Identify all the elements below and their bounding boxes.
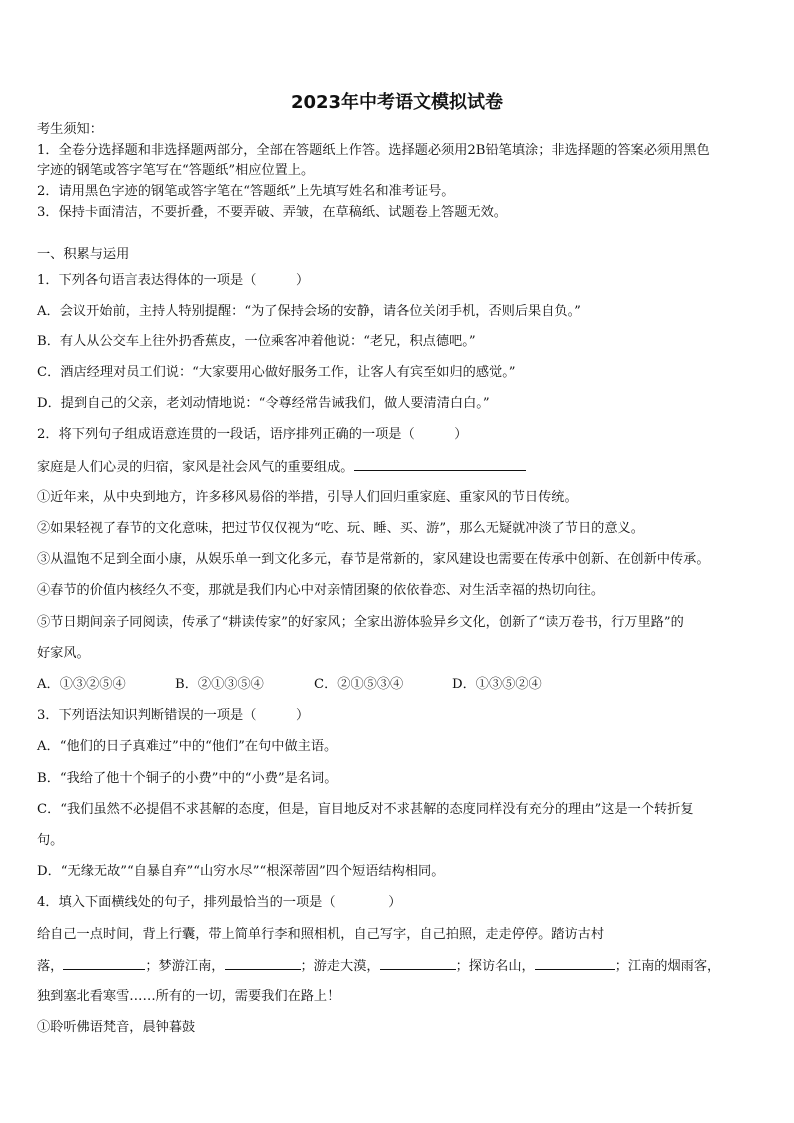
q2-sentence-4: ④春节的价值内核经久不变，那就是我们内心中对亲情团聚的依依眷恋、对生活幸福的热切向往。 <box>37 583 605 598</box>
q2-lead-text: 家庭是人们心灵的归宿，家风是社会风气的重要组成。 <box>37 460 354 475</box>
q4-fragment: 落， <box>37 959 64 974</box>
q2-option-c: C．②①⑤③④ <box>314 677 404 692</box>
q3-option-b: B．“我给了他十个铜子的小费”中的“小费”是名词。 <box>37 771 338 786</box>
q3-option-c-cont: 句。 <box>37 833 64 848</box>
q2-sentence-2: ②如果轻视了春节的文化意味，把过节仅仅视为“吃、玩、睡、买、游”，那么无疑就冲淡了节日的意义。 <box>37 521 644 536</box>
notice-item-1-cont: 字迹的钢笔或答字笔写在“答题纸”相应位置上。 <box>37 163 315 178</box>
q4-fragment: ；梦游江南， <box>145 959 225 974</box>
answer-blank <box>63 957 145 970</box>
answer-blank <box>354 458 526 471</box>
q1-stem: 1．下列各句语言表达得体的一项是（ ） <box>37 273 310 288</box>
q3-stem: 3．下列语法知识判断错误的一项是（ ） <box>37 708 310 723</box>
q4-sub-sentence-1: ①聆听佛语梵音，晨钟暮鼓 <box>37 1020 196 1035</box>
q2-sentence-5-cont: 好家风。 <box>37 646 90 661</box>
q4-fragment: ；游走大漠， <box>300 959 380 974</box>
q3-option-d: D．“无缘无故”“自暴自弃”“山穷水尽”“根深蒂固”四个短语结构相同。 <box>37 864 445 879</box>
q4-fragment: ；探访名山， <box>455 959 535 974</box>
q2-sentence-1: ①近年来，从中央到地方，许多移风易俗的举措，引导人们回归重家庭、重家风的节日传统。 <box>37 490 578 505</box>
q4-passage-line-3: 独到塞北看寒雪……所有的一切，需要我们在路上！ <box>37 989 341 1004</box>
notice-item-3: 3．保持卡面清洁，不要折叠，不要弄破、弄皱，在草稿纸、试题卷上答题无效。 <box>37 205 507 220</box>
q1-option-d: D．提到自己的父亲，老刘动情地说：“令尊经常告诫我们，做人要清清白白。” <box>37 396 490 411</box>
page-title: 2023年中考语文模拟试卷 <box>290 92 504 113</box>
q2-option-d: D．①③⑤②④ <box>452 677 542 692</box>
q2-lead <box>37 458 756 477</box>
notice-item-1: 1．全卷分选择题和非选择题两部分，全部在答题纸上作答。选择题必须用2B铅笔填涂；非选择题的答案必须用黑色 <box>37 143 710 158</box>
q2-sentence-5: ⑤节日期间亲子同阅读，传承了“耕读传家”的好家风；全家出游体验异乡文化，创新了“读万卷书，行万里路”的 <box>37 615 684 630</box>
q4-fragment: ；江南的烟雨客， <box>614 959 721 974</box>
q2-stem: 2．将下列句子组成语意连贯的一段话，语序排列正确的一项是（ ） <box>37 427 468 442</box>
q2-option-a: A．①③②⑤④ <box>37 677 126 692</box>
q4-stem: 4．填入下面横线处的句子，排列最恰当的一项是（ ） <box>37 895 402 910</box>
answer-blank <box>225 957 301 970</box>
q1-option-b: B．有人从公交车上往外扔香蕉皮，一位乘客冲着他说：“老兄，积点德吧。” <box>37 334 476 349</box>
answer-blank <box>535 957 615 970</box>
q2-sentence-3: ③从温饱不足到全面小康，从娱乐单一到文化多元，春节是常新的，家风建设也需要在传承中创新、在创新中传承。 <box>37 552 710 567</box>
q4-passage-line-1: 给自己一点时间，背上行囊，带上简单行李和照相机，自己写字，自己拍照，走走停停。踏访古村 <box>37 927 605 942</box>
q3-option-c: C．“我们虽然不必提倡不求甚解的态度，但是，盲目地反对不求甚解的态度同样没有充分的理由”这是一个转折复 <box>37 802 694 817</box>
q3-option-a: A．“他们的日子真难过”中的“他们”在句中做主语。 <box>37 739 338 754</box>
q2-option-b: B．②①③⑤④ <box>175 677 264 692</box>
q1-option-c: C．酒店经理对员工们说：“大家要用心做好服务工作，让客人有宾至如归的感觉。” <box>37 365 516 380</box>
q1-option-a: A．会议开始前，主持人特别提醒：“为了保持会场的安静，请各位关闭手机，否则后果自负。” <box>37 304 581 319</box>
notice-heading: 考生须知： <box>37 122 103 137</box>
q2-options <box>37 676 756 694</box>
answer-blank <box>380 957 456 970</box>
q4-passage-line-2 <box>37 957 756 976</box>
notice-item-2: 2．请用黑色字迹的钢笔或答字笔在“答题纸”上先填写姓名和准考证号。 <box>37 184 455 199</box>
section-heading: 一、积累与运用 <box>37 247 130 262</box>
